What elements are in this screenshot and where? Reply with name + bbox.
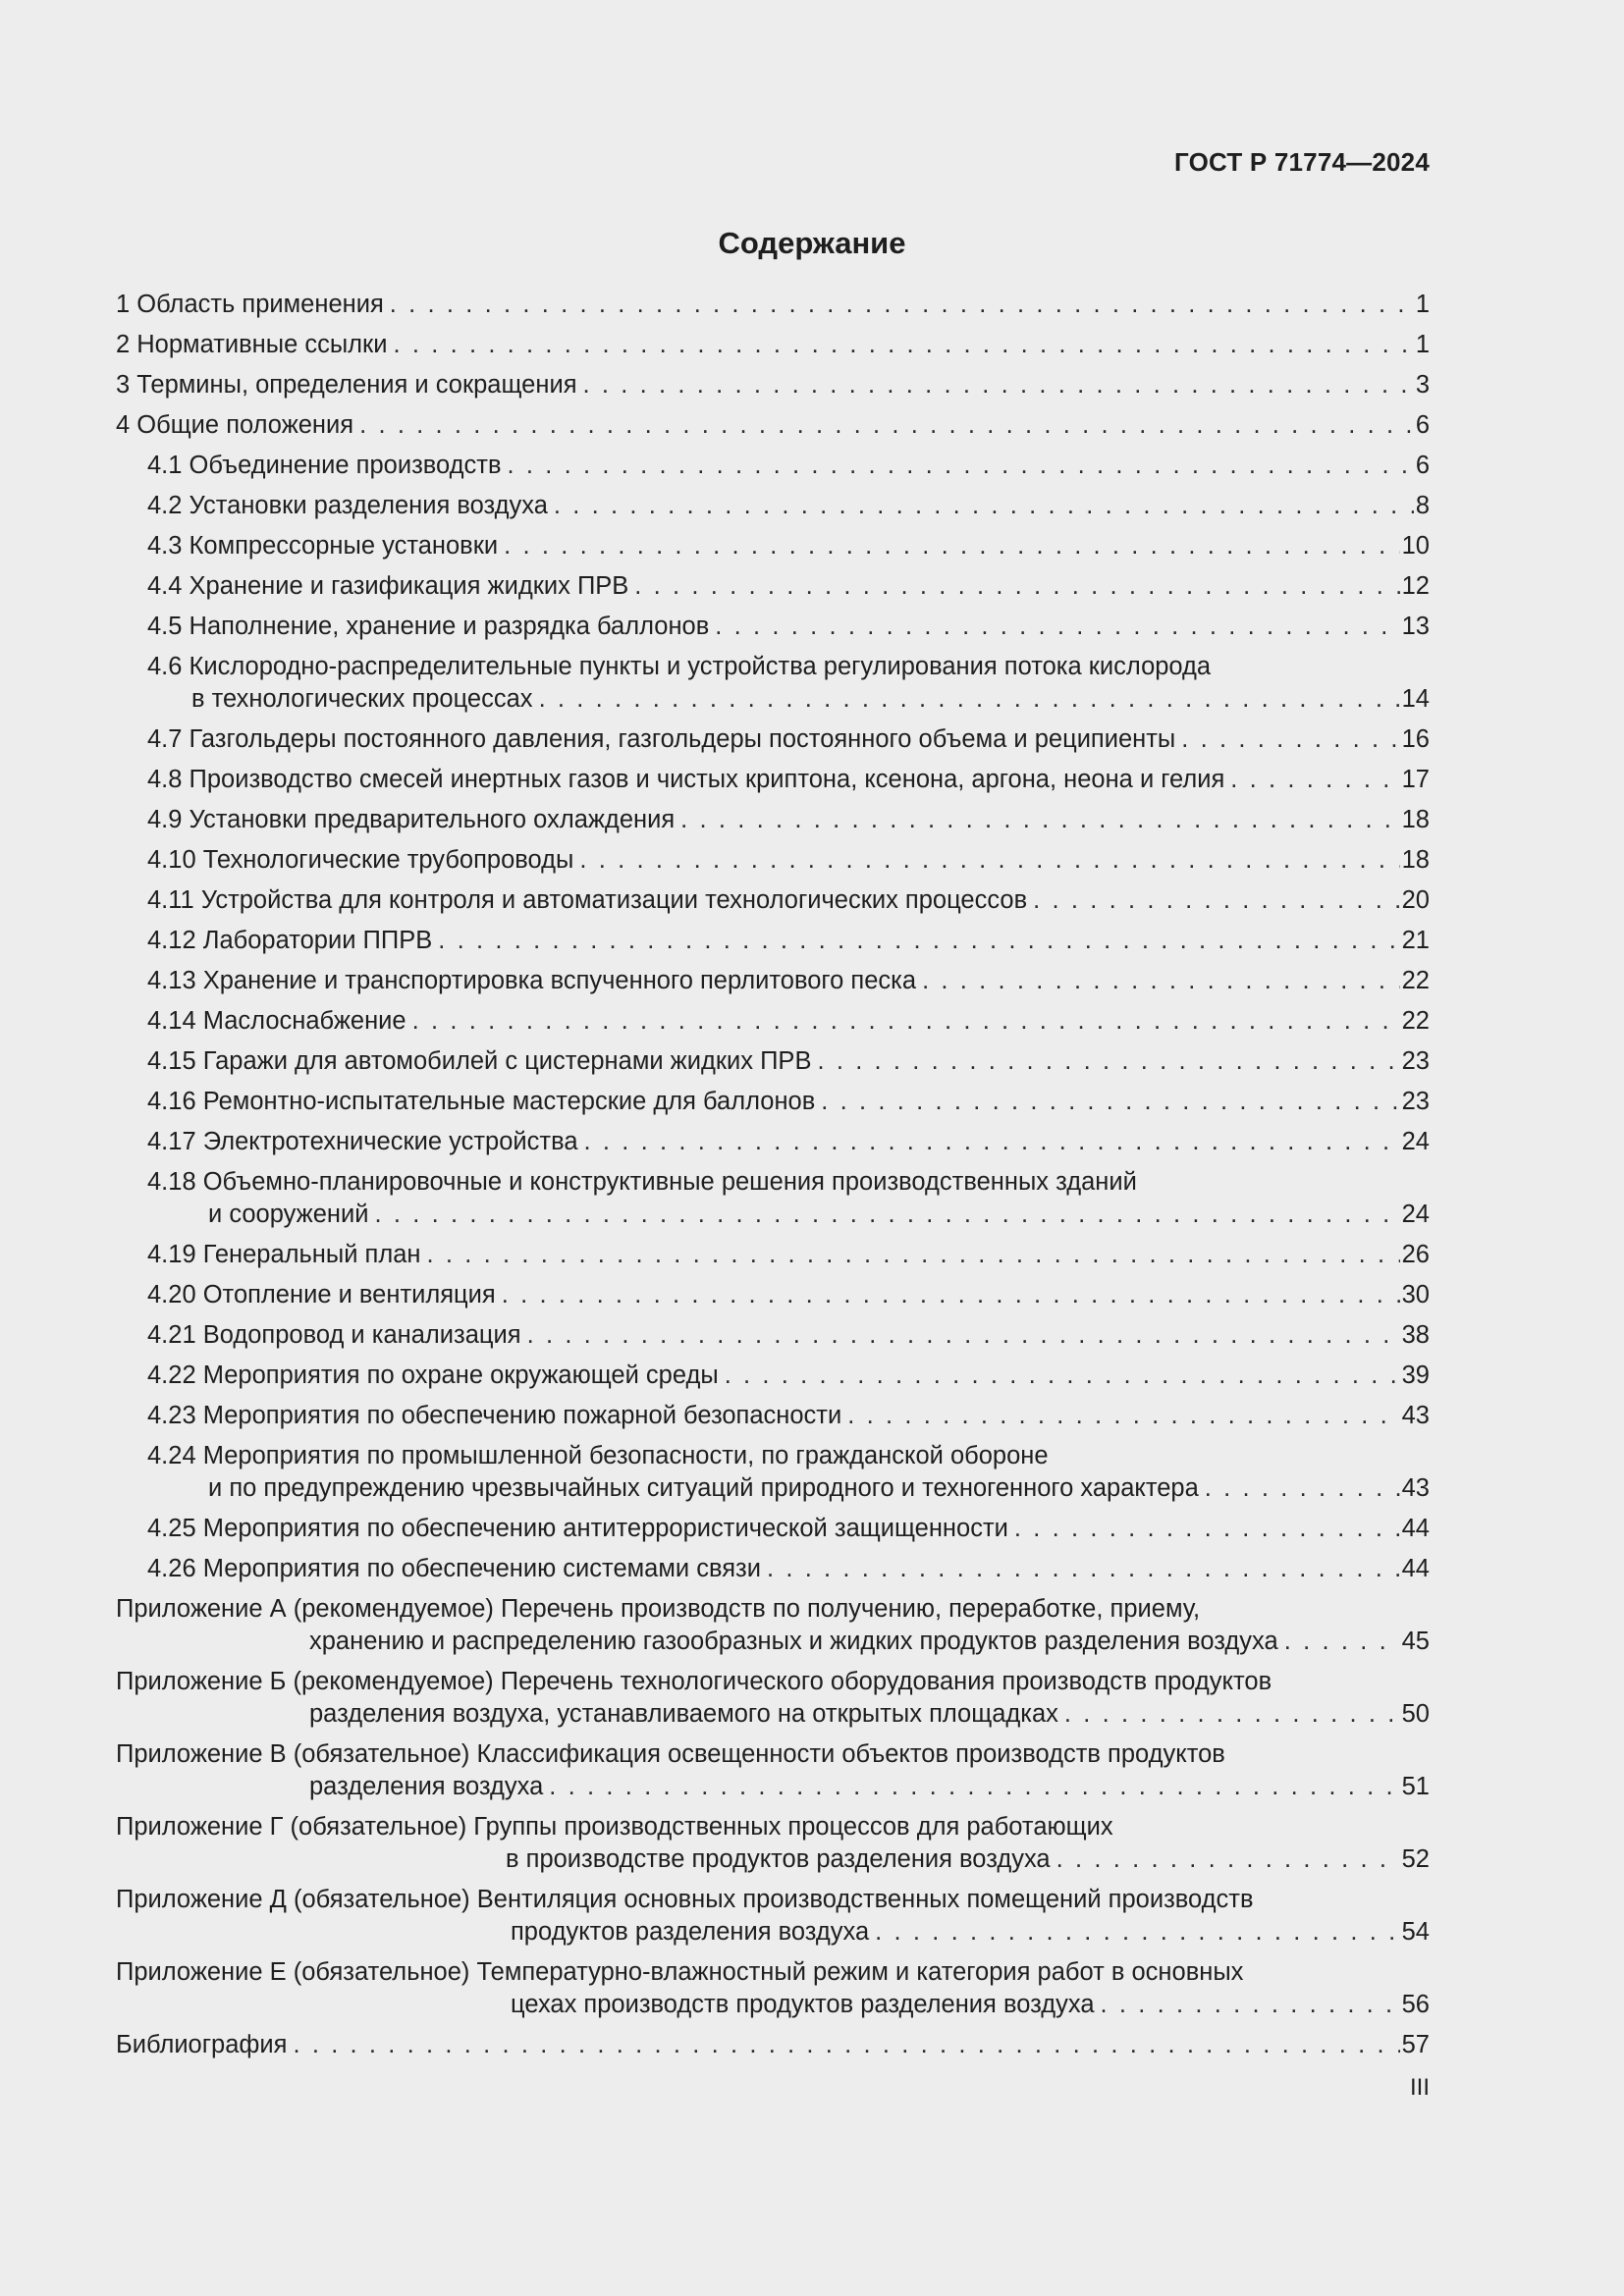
toc-entry-title: 4.1 Объединение производств: [147, 452, 502, 479]
toc-entry-title-cont: в производстве продуктов разделения воздуха: [506, 1845, 1051, 1873]
dot-leader: [875, 1916, 1399, 1949]
toc-entry-page: 23: [1401, 1047, 1430, 1075]
toc-entry-title: 4.10 Технологические трубопроводы: [147, 846, 574, 874]
dot-leader: [504, 530, 1400, 562]
toc-entry-title-line: 4.24 Мероприятия по промышленной безопасности, по гражданской обороне: [147, 1442, 1049, 1469]
toc-entry[interactable]: [116, 651, 1430, 716]
document-id-header: ГОСТ Р 71774—2024: [1174, 147, 1430, 177]
toc-entry-appendix[interactable]: [116, 1884, 1430, 1949]
toc-entry-title-line: Приложение Д (обязательное) Вентиляция основных производственных помещений производств: [116, 1886, 1254, 1913]
toc-entry-page: 54: [1401, 1918, 1430, 1946]
toc-entry-title: 4.12 Лаборатории ППРВ: [147, 927, 433, 954]
toc-entry-title: Библиография: [116, 2031, 288, 2058]
toc-entry-title: 4.17 Электротехнические устройства: [147, 1128, 578, 1155]
dot-leader: [426, 1239, 1399, 1271]
toc-entry[interactable]: [116, 844, 1430, 877]
toc-entry[interactable]: [116, 723, 1430, 756]
toc-entry-page: 57: [1401, 2031, 1430, 2058]
toc-title: Содержание: [718, 226, 906, 260]
toc-entry-title-cont: цехах производств продуктов разделения воздуха: [511, 1991, 1095, 2018]
toc-entry[interactable]: [116, 611, 1430, 643]
toc-entry-title: 4.21 Водопровод и канализация: [147, 1321, 521, 1349]
toc-entry-page: 24: [1401, 1128, 1430, 1155]
dot-leader: [374, 1199, 1399, 1231]
toc-entry-page: 26: [1401, 1241, 1430, 1268]
toc-entry-bibliography[interactable]: [116, 2029, 1430, 2061]
dot-leader: [1033, 884, 1400, 917]
dot-leader: [527, 1319, 1400, 1352]
toc-entry-page: 8: [1415, 492, 1430, 519]
toc-entry[interactable]: [116, 1126, 1430, 1158]
toc-entry-title-cont: разделения воздуха, устанавливаемого на открытых площадках: [309, 1700, 1058, 1728]
toc-entry-title: 4.2 Установки разделения воздуха: [147, 492, 548, 519]
toc-entry[interactable]: [116, 1513, 1430, 1545]
toc-entry[interactable]: [116, 1005, 1430, 1038]
toc-entry[interactable]: [116, 764, 1430, 796]
toc-entry-title-line: Приложение Е (обязательное) Температурно-влажностный режим и категория работ в основных: [116, 1958, 1244, 1986]
toc-entry-title: 4.11 Устройства для контроля и автоматизации технологических процессов: [147, 886, 1028, 914]
toc-entry-page: 43: [1401, 1474, 1430, 1502]
toc-entry-title-line: 4.18 Объемно-планировочные и конструктивные решения производственных зданий: [147, 1168, 1137, 1196]
toc-entry-page: 1: [1415, 331, 1430, 358]
dot-leader: [1101, 1989, 1400, 2021]
toc-entry-title: 4.25 Мероприятия по обеспечению антитеррористической защищенности: [147, 1515, 1008, 1542]
toc-entry-title: 4.8 Производство смесей инертных газов и чистых криптона, ксенона, аргона, неона и гелия: [147, 766, 1225, 793]
dot-leader: [393, 329, 1413, 361]
toc-entry-appendix[interactable]: [116, 1956, 1430, 2021]
dot-leader: [554, 490, 1414, 522]
toc-entry-title-line: Приложение А (рекомендуемое) Перечень производств по получению, переработке, приему,: [116, 1595, 1201, 1623]
toc-entry[interactable]: [116, 450, 1430, 482]
toc-entry[interactable]: [116, 884, 1430, 917]
toc-entry-page: 18: [1401, 846, 1430, 874]
toc-entry[interactable]: [116, 530, 1430, 562]
toc-entry[interactable]: [116, 369, 1430, 401]
toc-entry-page: 3: [1415, 371, 1430, 399]
toc-entry-title: 4.19 Генеральный план: [147, 1241, 421, 1268]
toc-entry-title: 4.16 Ремонтно-испытательные мастерские для баллонов: [147, 1088, 816, 1115]
dot-leader: [583, 369, 1414, 401]
toc-entry-title-cont: в технологических процессах: [191, 685, 533, 713]
toc-entry-title: 4.3 Компрессорные установки: [147, 532, 499, 560]
toc-entry[interactable]: [116, 1086, 1430, 1118]
toc-entry-title: 4.26 Мероприятия по обеспечению системами связи: [147, 1555, 761, 1582]
toc-entry-title-line: Приложение Б (рекомендуемое) Перечень технологического оборудования производств продуктов: [116, 1668, 1272, 1695]
dot-leader: [359, 409, 1414, 442]
toc-entry-title-line: 4.6 Кислородно-распределительные пункты и устройства регулирования потока кислорода: [147, 653, 1212, 680]
toc-entry-page: 1: [1415, 291, 1430, 318]
toc-entry-title: 4.7 Газгольдеры постоянного давления, газгольдеры постоянного объема и реципиенты: [147, 725, 1176, 753]
dot-leader: [412, 1005, 1400, 1038]
toc-entry-page: 12: [1401, 572, 1430, 600]
dot-leader: [579, 844, 1399, 877]
toc-entry[interactable]: [116, 289, 1430, 321]
toc-entry-page: 51: [1401, 1773, 1430, 1800]
toc-entry-title-line: Приложение В (обязательное) Классификация освещенности объектов производств продуктов: [116, 1740, 1225, 1768]
dot-leader: [1014, 1513, 1400, 1545]
toc-entry-page: 44: [1401, 1515, 1430, 1542]
toc-entry-page: 30: [1401, 1281, 1430, 1308]
dot-leader: [1181, 723, 1399, 756]
dot-leader: [725, 1360, 1400, 1392]
toc-entry-title: 1 Область применения: [116, 291, 384, 318]
dot-leader: [584, 1126, 1400, 1158]
toc-entry[interactable]: [116, 490, 1430, 522]
toc-entry-page: 14: [1401, 685, 1430, 713]
toc-entry-page: 56: [1401, 1991, 1430, 2018]
toc-entry[interactable]: [116, 804, 1430, 836]
dot-leader: [680, 804, 1399, 836]
dot-leader: [821, 1086, 1399, 1118]
toc-entry[interactable]: [116, 1045, 1430, 1078]
toc-entry-page: 43: [1401, 1402, 1430, 1429]
toc-entry-title-cont: продуктов разделения воздуха: [511, 1918, 870, 1946]
toc-entry-page: 44: [1401, 1555, 1430, 1582]
toc-entry-page: 16: [1401, 725, 1430, 753]
toc-entry-page: 6: [1415, 411, 1430, 439]
dot-leader: [549, 1771, 1399, 1803]
dot-leader: [293, 2029, 1399, 2061]
dot-leader: [767, 1553, 1400, 1585]
dot-leader: [1205, 1472, 1400, 1505]
dot-leader: [1230, 764, 1399, 796]
dot-leader: [1064, 1698, 1400, 1731]
toc-entry-title: 4.22 Мероприятия по охране окружающей среды: [147, 1362, 719, 1389]
toc-entry[interactable]: [116, 965, 1430, 997]
toc-entry[interactable]: [116, 1319, 1430, 1352]
dot-leader: [847, 1400, 1399, 1432]
toc-entry[interactable]: [116, 1360, 1430, 1392]
toc-entry-appendix[interactable]: [116, 1593, 1430, 1658]
toc-entry[interactable]: [116, 409, 1430, 442]
toc-entry-page: 50: [1401, 1700, 1430, 1728]
toc-entry-title: 4.13 Хранение и транспортировка вспученного перлитового песка: [147, 967, 917, 994]
toc-entry-title: 4.5 Наполнение, хранение и разрядка баллонов: [147, 613, 710, 640]
toc-entry[interactable]: [116, 329, 1430, 361]
toc-entry-page: 21: [1401, 927, 1430, 954]
dot-leader: [817, 1045, 1399, 1078]
toc-entry-page: 6: [1415, 452, 1430, 479]
toc-entry-page: 20: [1401, 886, 1430, 914]
page-number: III: [1409, 2074, 1430, 2101]
toc-entry[interactable]: [116, 1400, 1430, 1432]
dot-leader: [438, 925, 1399, 957]
toc-entry-page: 52: [1401, 1845, 1430, 1873]
toc-entry-page: 39: [1401, 1362, 1430, 1389]
toc-entry-page: 38: [1401, 1321, 1430, 1349]
dot-leader: [1056, 1843, 1400, 1876]
toc-entry-title: 4.9 Установки предварительного охлаждения: [147, 806, 676, 833]
toc-entry-page: 10: [1401, 532, 1430, 560]
toc-entry-title-cont: хранению и распределению газообразных и жидких продуктов разделения воздуха: [309, 1628, 1278, 1655]
toc-entry-title: 3 Термины, определения и сокращения: [116, 371, 577, 399]
dot-leader: [539, 683, 1400, 716]
toc-entry[interactable]: [116, 1553, 1430, 1585]
toc-entry-page: 24: [1401, 1201, 1430, 1228]
dot-leader: [508, 450, 1414, 482]
toc-entry-title: 4 Общие положения: [116, 411, 354, 439]
toc-entry-appendix[interactable]: [116, 1738, 1430, 1803]
toc-entry-page: 22: [1401, 1007, 1430, 1035]
toc-entry-page: 23: [1401, 1088, 1430, 1115]
toc-entry-appendix[interactable]: [116, 1811, 1430, 1876]
toc-entry-title: 4.14 Маслоснабжение: [147, 1007, 406, 1035]
toc-entry-title-cont: разделения воздуха: [309, 1773, 544, 1800]
toc-entry-page: 18: [1401, 806, 1430, 833]
toc-entry[interactable]: [116, 570, 1430, 603]
toc-entry[interactable]: [116, 1166, 1430, 1231]
toc-entry-title-cont: и сооружений: [208, 1201, 369, 1228]
toc-entry-title: 4.20 Отопление и вентиляция: [147, 1281, 496, 1308]
toc-entry-title: 4.15 Гаражи для автомобилей с цистернами жидких ПРВ: [147, 1047, 812, 1075]
toc-entry-title: 2 Нормативные ссылки: [116, 331, 388, 358]
toc-entry-page: 22: [1401, 967, 1430, 994]
toc-entry-appendix[interactable]: [116, 1666, 1430, 1731]
toc-entry-page: 13: [1401, 613, 1430, 640]
dot-leader: [1284, 1626, 1400, 1658]
dot-leader: [922, 965, 1400, 997]
toc-entry[interactable]: [116, 1440, 1430, 1505]
toc-entry-title: 4.23 Мероприятия по обеспечению пожарной безопасности: [147, 1402, 842, 1429]
toc-entry[interactable]: [116, 925, 1430, 957]
toc-entry-page: 17: [1401, 766, 1430, 793]
toc-entry[interactable]: [116, 1239, 1430, 1271]
dot-leader: [502, 1279, 1400, 1311]
toc-entry-title: 4.4 Хранение и газификация жидких ПРВ: [147, 572, 629, 600]
dot-leader: [634, 570, 1399, 603]
toc-entry-title-cont: и по предупреждению чрезвычайных ситуаций природного и техногенного характера: [208, 1474, 1199, 1502]
toc-entry[interactable]: [116, 1279, 1430, 1311]
dot-leader: [390, 289, 1414, 321]
toc-entry-page: 45: [1401, 1628, 1430, 1655]
dot-leader: [715, 611, 1399, 643]
toc-entry-title-line: Приложение Г (обязательное) Группы производственных процессов для работающих: [116, 1813, 1113, 1841]
table-of-contents: [116, 289, 1430, 2069]
